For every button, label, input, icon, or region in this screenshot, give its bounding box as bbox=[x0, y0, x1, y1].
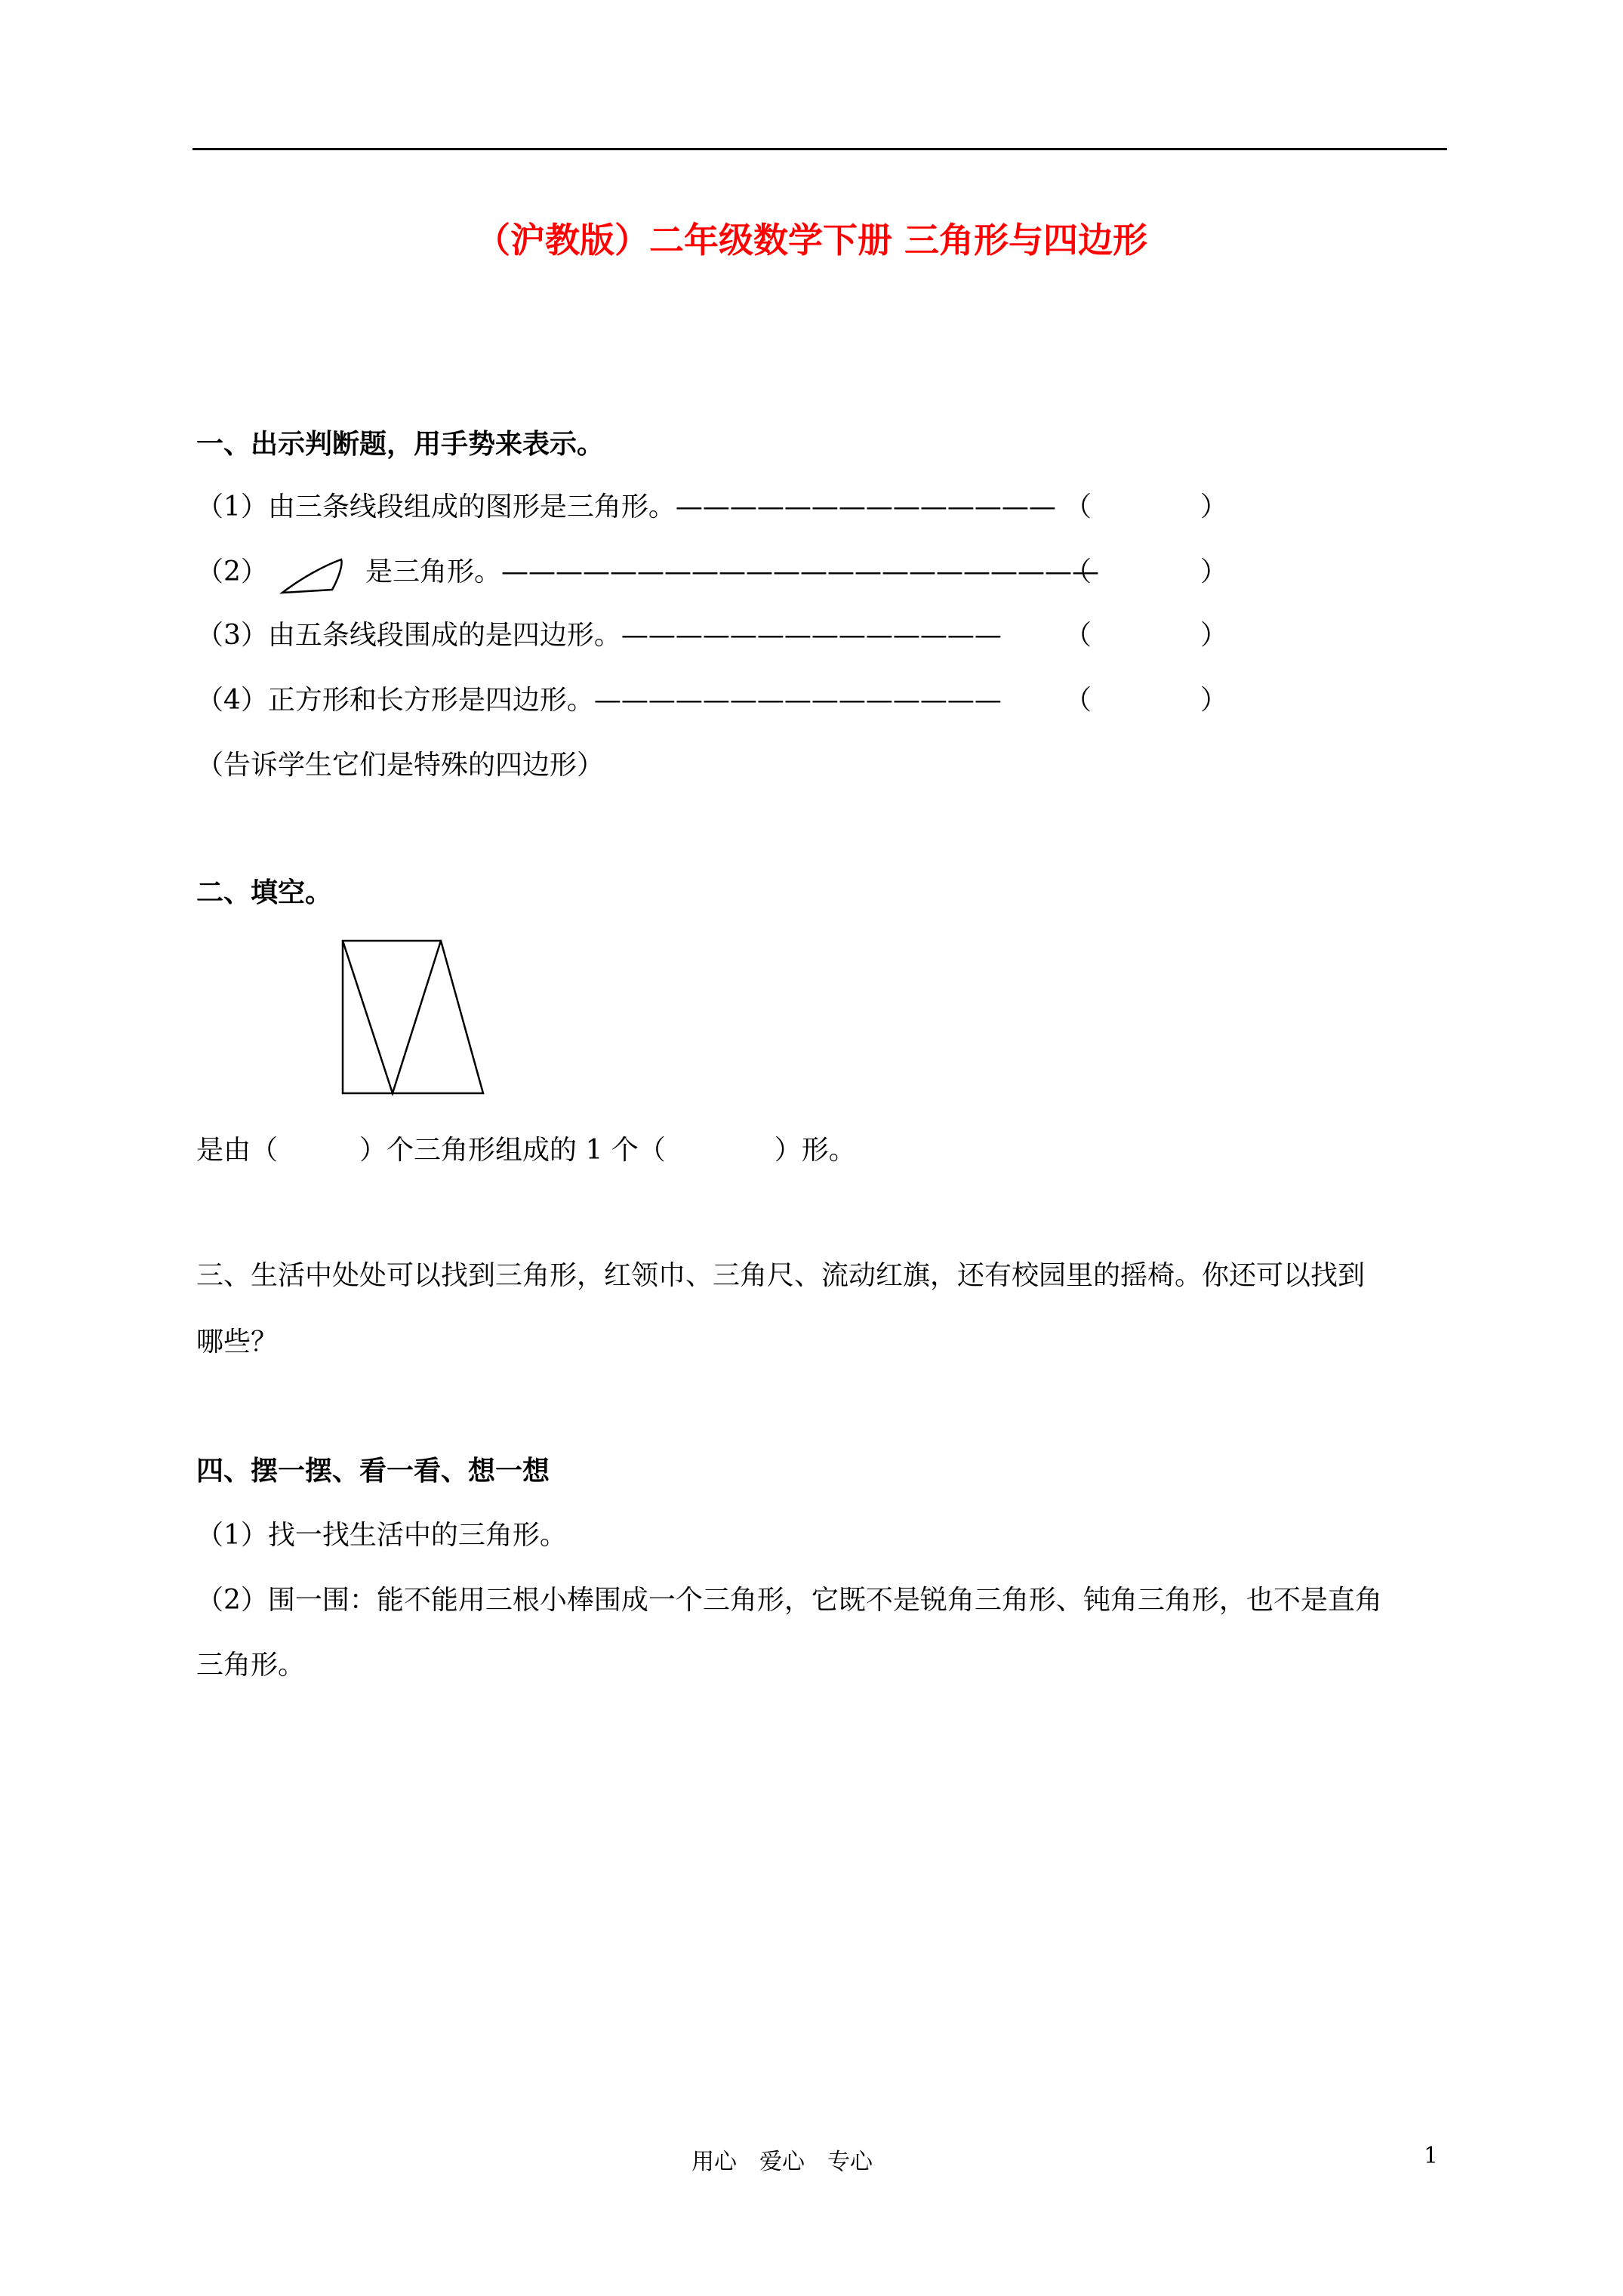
obtuse-triangle-figure bbox=[279, 553, 355, 599]
section4-item-1: （1）找一找生活中的三角形。 bbox=[196, 1520, 567, 1551]
section2-heading: 二、填空。 bbox=[196, 877, 333, 908]
section4-heading: 四、摆一摆、看一看、想一想 bbox=[196, 1455, 550, 1487]
section3-line-2: 哪些？ bbox=[196, 1327, 279, 1358]
header-rule bbox=[192, 148, 1447, 150]
footer-motto: 用心 爱心 专心 bbox=[691, 2149, 873, 2175]
trapezoid-triangles-figure bbox=[340, 938, 491, 1096]
answer-blank-3: （ ） bbox=[1064, 620, 1228, 651]
answer-blank-2: （ ） bbox=[1064, 556, 1228, 587]
judgement-item-3: （3）由五条线段围成的是四边形。—————————————— bbox=[196, 620, 1002, 651]
section1-note: （告诉学生它们是特殊的四边形） bbox=[196, 750, 605, 781]
answer-blank-1: （ ） bbox=[1064, 492, 1228, 522]
page-number: 1 bbox=[1424, 2143, 1439, 2169]
section4-item-2-line-1: （2）围一围：能不能用三根小棒围成一个三角形，它既不是锐角三角形、钝角三角形，也不是直角 bbox=[196, 1585, 1382, 1616]
page-title: （沪教版）二年级数学下册 三角形与四边形 bbox=[475, 220, 1147, 260]
section1-heading: 一、出示判断题，用手势来表示。 bbox=[196, 428, 605, 460]
judgement-item-2: 是三角形。—————————————————————— bbox=[365, 556, 1100, 587]
judgement-item-1: （1）由三条线段组成的图形是三角形。—————————————— bbox=[196, 492, 1056, 522]
section3-line-1: 三、生活中处处可以找到三角形，红领巾、三角尺、流动红旗，还有校园里的摇椅。你还可以找到 bbox=[196, 1260, 1366, 1291]
section4-item-2-line-2: 三角形。 bbox=[196, 1650, 306, 1681]
judgement-item-2-number: （2） bbox=[196, 556, 268, 587]
fill-in-question: 是由（ ）个三角形组成的 1 个（ ）形。 bbox=[196, 1135, 856, 1166]
judgement-item-4: （4）正方形和长方形是四边形。——————————————— bbox=[196, 685, 1002, 716]
answer-blank-4: （ ） bbox=[1064, 685, 1228, 716]
